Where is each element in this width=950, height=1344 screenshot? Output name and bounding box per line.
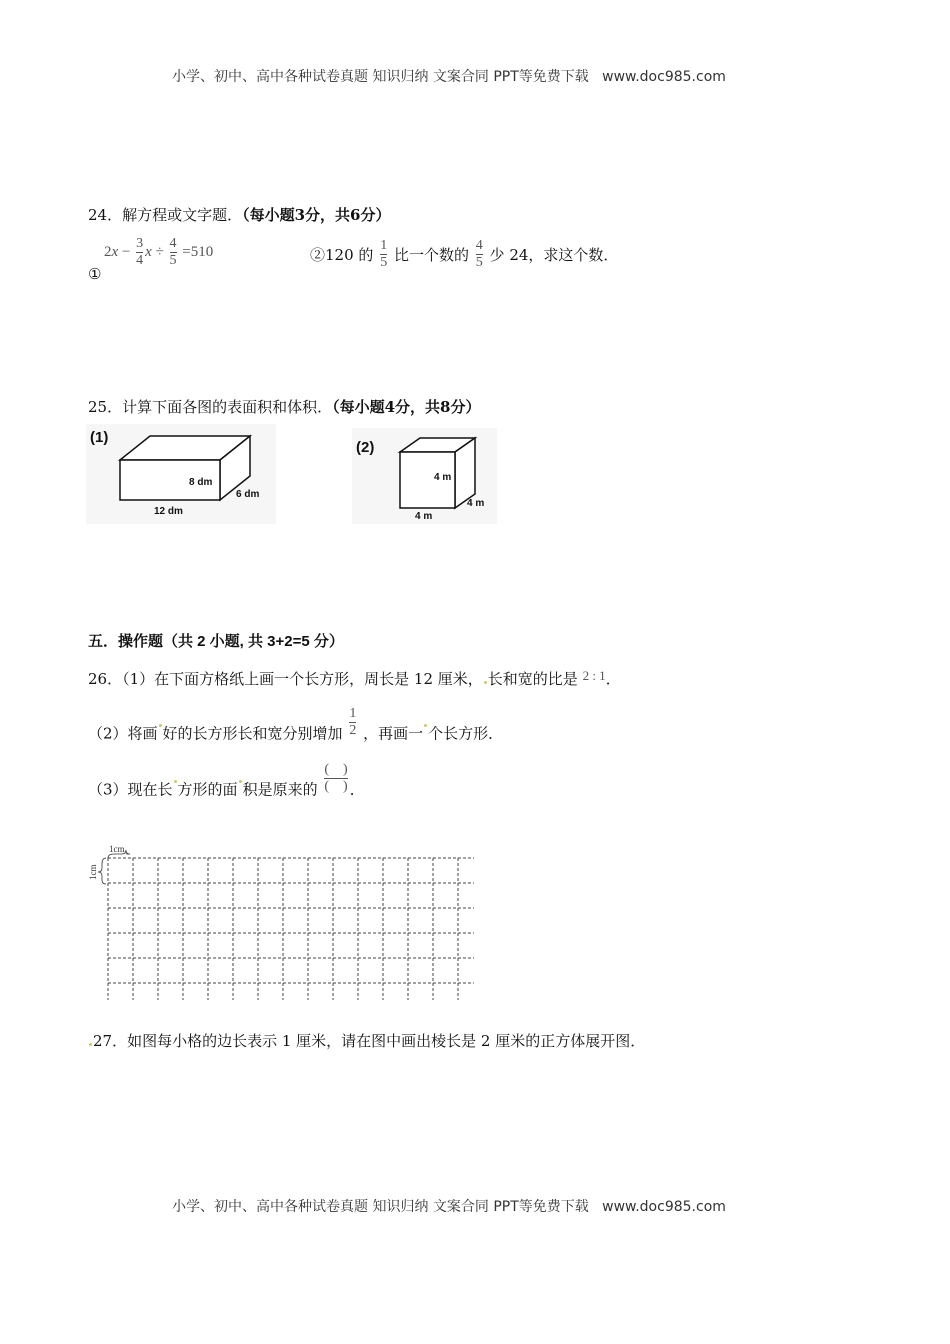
grid-brace-vertical [98, 858, 106, 884]
header-text: 小学、初中、高中各种试卷真题 知识归纳 文案合同 PPT等免费下载 [172, 69, 589, 85]
fig1-length-label: 12 dm [154, 506, 183, 517]
q24-part1-marker: ① [88, 265, 102, 283]
q27-text: 27．如图每小格的边长表示 1 厘米，请在图中画出棱长是 2 厘米的正方体展开图． [88, 1030, 645, 1051]
fig2-label: (2) [356, 439, 375, 456]
fig2-height-label: 4 m [434, 472, 452, 483]
q24-score: （每小题3分，共6分） [242, 206, 391, 224]
q25-figure-2-cube [352, 428, 497, 524]
fig2-length-label: 4 m [415, 511, 433, 522]
q26-line-3: （3）现在长 方形的面 积是原来的 $\frac{( )}{( )}$ ． [88, 762, 365, 799]
fig1-label: (1) [90, 429, 109, 446]
fig2-width-label: 4 m [467, 498, 485, 509]
q24-part2: ②120 的 $\frac{1}{5}$ 比一个数的 $\frac{4}{5}$ 少 24，求这个数． [310, 238, 619, 270]
q26-line-1: 26．（1）在下面方格纸上画一个长方形，周长是 12 厘米， 长和宽的比是 2 : 1． [88, 668, 621, 688]
q25-score: （每小题4分，共8分） [332, 398, 481, 416]
footer-text: 小学、初中、高中各种试卷真题 知识归纳 文案合同 PPT等免费下载 [172, 1199, 589, 1215]
q24-fraction-1-5: $\frac{1}{5}$ [380, 238, 388, 270]
header-url: www.doc985.com [602, 69, 726, 85]
footer-url: www.doc985.com [602, 1199, 726, 1215]
grid-label-horizontal: 1cm [109, 844, 125, 854]
q26-grid-paper [84, 840, 474, 1000]
fig1-width-label: 6 dm [236, 489, 260, 500]
page-header [172, 66, 726, 86]
q25-title: 25．计算下面各图的表面积和体积．（每小题4分，共8分） [88, 398, 481, 416]
section-5-title: 五．操作题（共 2 小题, 共 3+2=5 分） [88, 633, 344, 650]
page-footer [172, 1196, 726, 1216]
q26-fraction-1-2: $\frac{1}{2}$ [349, 706, 357, 738]
grid-label-vertical: 1cm [88, 864, 98, 880]
q25-figure-1-cuboid [86, 424, 276, 524]
q26-blank-fraction: $\frac{( )}{( )}$ [324, 762, 348, 794]
q26-line-2: （2）将画 好的长方形长和宽分别增加 $\frac{1}{2}$ ，再画一 个长方形． [88, 706, 504, 743]
q24-equation: 2x − $\frac{3}{4}$ x ÷ $\frac{4}{5}$ =510 [104, 236, 214, 268]
grid-lines [108, 858, 474, 1000]
q24-fraction-4-5: $\frac{4}{5}$ [475, 238, 483, 270]
fig1-height-label: 8 dm [189, 477, 213, 488]
q24-title: 24．解方程或文字题．（每小题3分，共6分） [88, 206, 391, 224]
q26-ratio: 2 : 1 [582, 668, 606, 683]
